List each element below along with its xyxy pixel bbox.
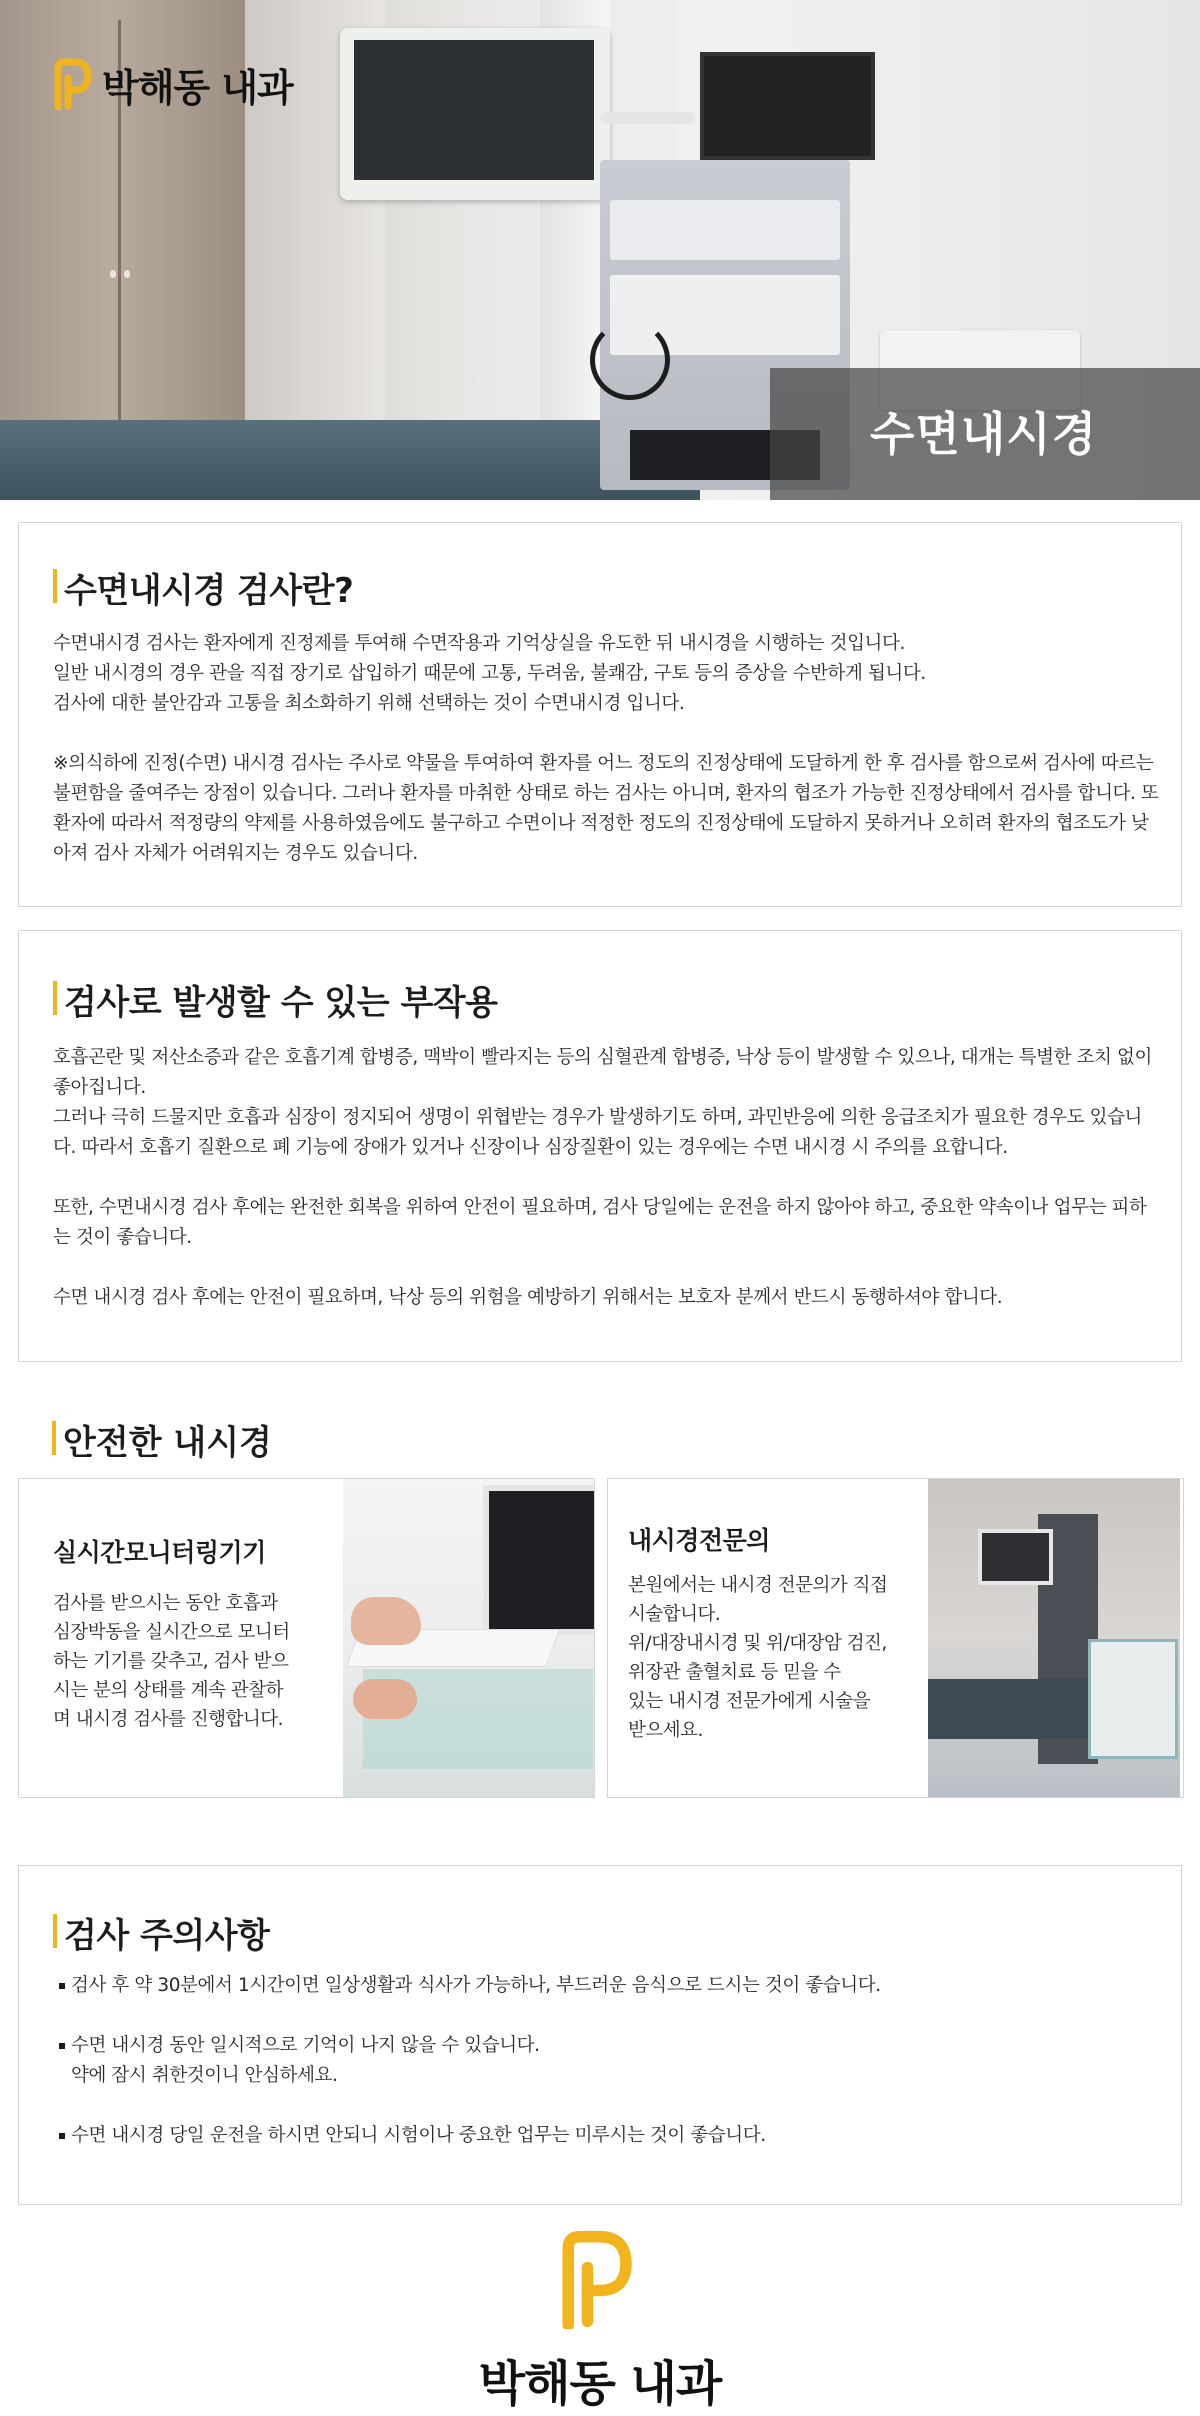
hero-bed-graphic	[0, 420, 700, 500]
paragraph: 또한, 수면내시경 검사 후에는 완전한 회복을 위하여 안전이 필요하며, 검사 당일에는 운전을 하지 않아야 하고, 중요한 약속이나 업무는 피하는 것이 좋습니다.	[53, 1197, 1147, 1248]
section-title: 검사로 발생할 수 있는 부작용	[53, 975, 497, 1024]
section-what-is-sleep-endoscopy	[18, 522, 1182, 907]
card-endoscopy-specialist	[607, 1478, 1184, 1798]
logo-text: 박해동 내과	[102, 65, 293, 110]
list-item: 검사 후 약 30분에서 1시간이면 일상생활과 식사가 가능하나, 부드러운 음식으로 드시는 것이 좋습니다.	[57, 1971, 1157, 2001]
precaution-list	[57, 1971, 1157, 2181]
pd-monogram-icon	[554, 2229, 644, 2329]
card-title: 내시경전문의	[628, 1526, 770, 1555]
paragraph: 수면 내시경 검사 후에는 안전이 필요하며, 낙상 등의 위험을 예방하기 위해서는 보호자 분께서 반드시 동행하셔야 합니다.	[53, 1287, 1003, 1308]
section-precautions	[18, 1865, 1182, 2205]
section-title: 검사 주의사항	[53, 1908, 269, 1957]
paragraph-line: 검사에 대한 불안감과 고통을 최소화하기 위해 선택하는 것이 수면내시경 입니다.	[53, 693, 685, 714]
hero-banner	[0, 0, 1200, 500]
card-title: 실시간모니터링기기	[53, 1538, 266, 1567]
section-title-safe-endoscopy: 안전한 내시경	[52, 1415, 272, 1464]
card-photo-exam-room	[928, 1479, 1180, 1798]
hero-title: 수면내시경	[870, 407, 1098, 461]
section-side-effects	[18, 930, 1182, 1362]
paragraph: 호흡곤란 및 저산소증과 같은 호흡기계 합병증, 맥박이 빨라지는 등의 심혈관계 합병증, 낙상 등이 발생할 수 있으나, 대개는 특별한 조치 없이 좋아집니다.	[53, 1047, 1152, 1098]
section-body	[53, 1043, 1163, 1313]
card-realtime-monitoring	[18, 1478, 595, 1798]
card-photo-computer	[343, 1479, 595, 1798]
list-item: 수면 내시경 당일 운전을 하시면 안되니 시험이나 중요한 업무는 미루시는 것이 좋습니다.	[57, 2121, 1157, 2151]
card-text: 본원에서는 내시경 전문의가 직접 시술합니다. 위/대장내시경 및 위/대장암 검진, 위장관 출혈치료 등 믿을 수 있는 내시경 전문가에게 시술을 받으세요.	[628, 1575, 888, 1741]
hero-monitor2-graphic	[700, 52, 875, 160]
header-logo[interactable]	[52, 56, 293, 112]
section-title: 수면내시경 검사란?	[53, 563, 353, 612]
paragraph-line: 일반 내시경의 경우 관을 직접 장기로 삽입하기 때문에 고통, 두려움, 불쾌감, 구토 등의 증상을 수반하게 됩니다.	[53, 663, 926, 684]
section-body	[53, 629, 1163, 869]
card-text: 검사를 받으시는 동안 호흡과 심장박동을 실시간으로 모니터 하는 기기를 갖추고, 검사 받으 시는 분의 상태를 계속 관찰하 며 내시경 검사를 진행합니다.	[53, 1593, 290, 1730]
pd-monogram-icon	[52, 58, 96, 110]
paragraph-note: ※의식하에 진정(수면) 내시경 검사는 주사로 약물을 투여하여 환자를 어느 정도의 진정상태에 도달하게 한 후 검사를 함으로써 검사에 따르는 불편함을 줄여주는 장점이 있습니다. 그러나 환자를 마취한 상태로 하는 검사는 아니며, 환자의 협조가 가능한 진정상태에서 검사를 합니다. 또 환자에 따라서 적정량의 약제를 사용하였음에도 불구하고 수면이나 적정한 정도의 진정상태에 도달하지 못하거나 오히려 환자의 협조도가 낮아져 검사 자체가 어려워지는 경우도 있습니다.	[53, 753, 1159, 864]
footer-logo-text: 박해동 내과	[478, 2356, 722, 2412]
hero-monitor-graphic	[340, 28, 610, 200]
paragraph-line: 수면내시경 검사는 환자에게 진정제를 투여해 수면작용과 기억상실을 유도한 뒤 내시경을 시행하는 것입니다.	[53, 633, 905, 654]
footer-logo[interactable]	[0, 2225, 1200, 2412]
list-item: 수면 내시경 동안 일시적으로 기억이 나지 않을 수 있습니다. 약에 잠시 취한것이니 안심하세요.	[57, 2031, 1157, 2091]
paragraph: 그러나 극히 드물지만 호흡과 심장이 정지되어 생명이 위협받는 경우가 발생하기도 하며, 과민반응에 의한 응급조치가 필요한 경우도 있습니다. 따라서 호흡기 질환으로 폐 기능에 장애가 있거나 신장이나 심장질환이 있는 경우에는 수면 내시경 시 주의를 요합니다.	[53, 1107, 1143, 1158]
